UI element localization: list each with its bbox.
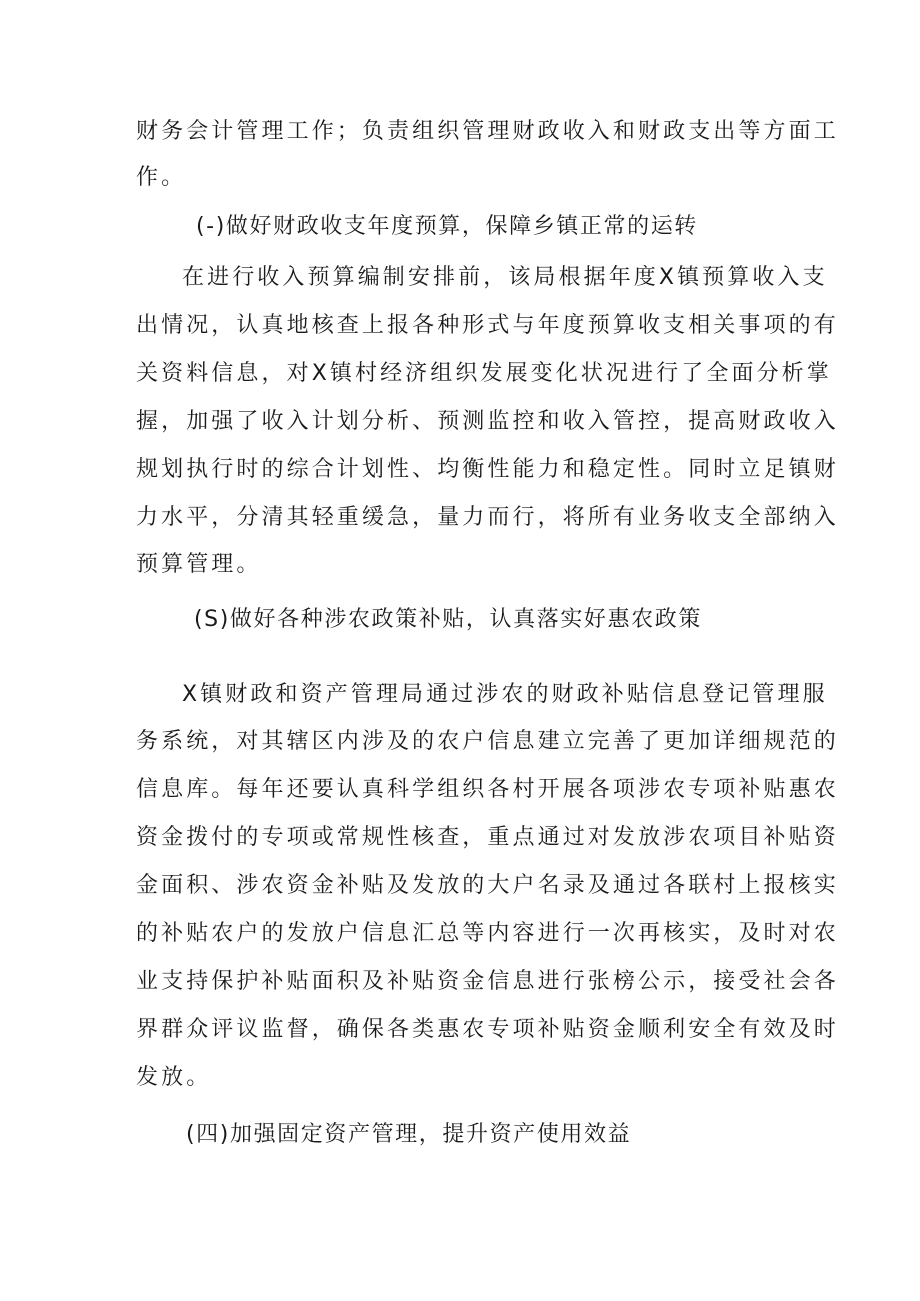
para-2-line-6: 的补贴农户的发放户信息汇总等内容进行一次再核实，及时对农 <box>136 921 839 946</box>
para-1-line-4: 握，加强了收入计划分析、预测监控和收入管控，提高财政收入 <box>136 409 839 434</box>
section-heading-2: (S)做好各种涉农政策补贴，认真落实好惠农政策 <box>194 607 702 632</box>
para-2-line-1: X镇财政和资产管理局通过涉农的财政补贴信息登记管理服 <box>182 682 828 707</box>
intro-line-2: 作。 <box>136 165 187 190</box>
para-2-line-4: 资金拨付的专项或常规性核查，重点通过对发放涉农项目补贴资 <box>136 825 839 850</box>
para-2-line-8: 界群众评议监督，确保各类惠农专项补贴资金顺利安全有效及时 <box>136 1017 839 1042</box>
intro-line-1: 财务会计管理工作；负责组织管理财政收入和财政支出等方面工 <box>136 119 839 144</box>
para-1-line-2: 出情况，认真地核查上报各种形式与年度预算收支相关事项的有 <box>136 313 839 338</box>
para-2-line-9: 发放。 <box>136 1065 212 1090</box>
para-1-line-3: 关资料信息，对X镇村经济组织发展变化状况进行了全面分析掌 <box>136 361 832 386</box>
section-heading-3: (四)加强固定资产管理，提升资产使用效益 <box>186 1122 632 1147</box>
para-1-line-6: 力水平，分清其轻重缓急，量力而行，将所有业务收支全部纳入 <box>136 505 839 530</box>
para-1-line-1: 在进行收入预算编制安排前，该局根据年度X镇预算收入支 <box>182 265 828 290</box>
para-2-line-5: 金面积、涉农资金补贴及发放的大户名录及通过各联村上报核实 <box>136 873 839 898</box>
para-2-line-3: 信息库。每年还要认真科学组织各村开展各项涉农专项补贴惠农 <box>136 777 839 802</box>
para-1-line-7: 预算管理。 <box>136 552 262 577</box>
para-2-line-7: 业支持保护补贴面积及补贴资金信息进行张榜公示，接受社会各 <box>136 969 839 994</box>
para-1-line-5: 规划执行时的综合计划性、均衡性能力和稳定性。同时立足镇财 <box>136 457 839 482</box>
para-2-line-2: 务系统，对其辖区内涉及的农户信息建立完善了更加详细规范的 <box>136 729 839 754</box>
section-heading-1: (-)做好财政收支年度预算，保障乡镇正常的运转 <box>196 214 698 239</box>
